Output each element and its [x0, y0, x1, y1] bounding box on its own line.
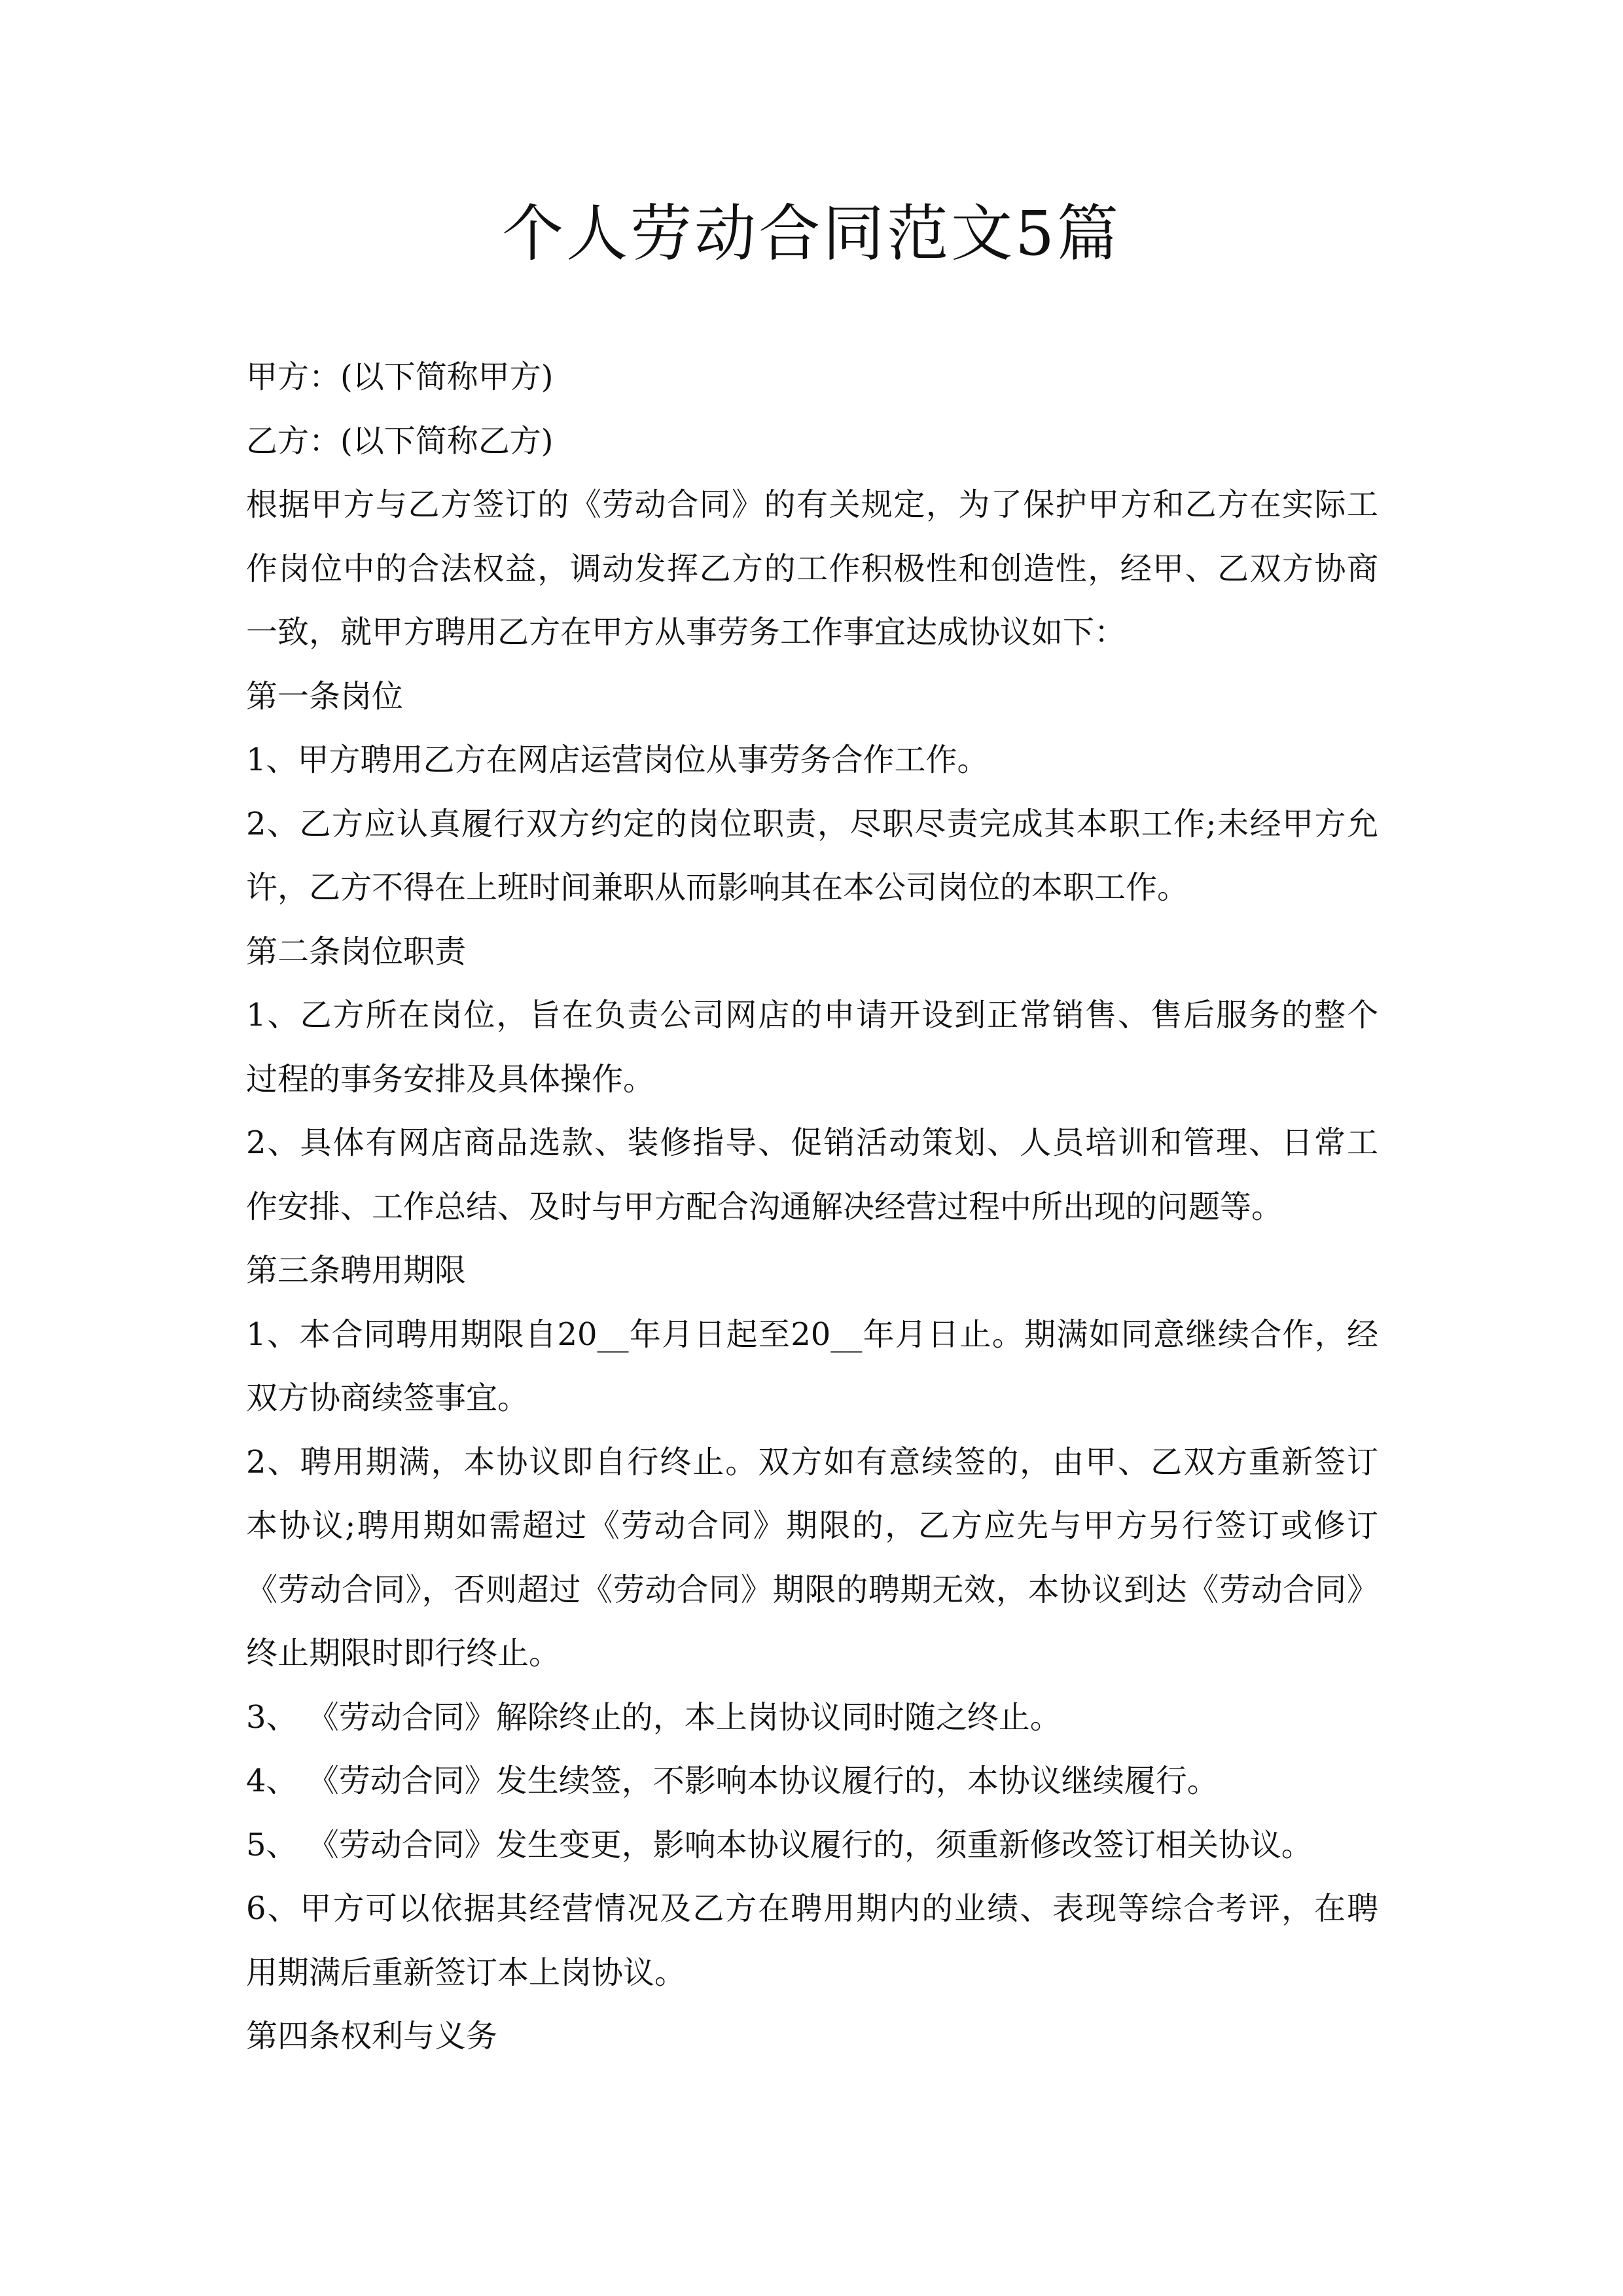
- paragraph-line: 本协议;聘用期如需超过《劳动合同》期限的，乙方应先与甲方另行签订或修订: [246, 1507, 1378, 1544]
- paragraph-line: 1、乙方所在岗位，旨在负责公司网店的申请开设到正常销售、售后服务的整个: [246, 997, 1378, 1033]
- paragraph-line: 终止期限时即行终止。: [246, 1635, 561, 1672]
- section-heading: 第二条岗位职责: [246, 933, 467, 970]
- paragraph-line: 4、 《劳动合同》发生续签，不影响本协议履行的，本协议继续履行。: [246, 1763, 1219, 1799]
- paragraph-line: 3、 《劳动合同》解除终止的，本上岗协议同时随之终止。: [246, 1698, 1061, 1736]
- paragraph-line: 6、甲方可以依据其经营情况及乙方在聘用期内的业绩、表现等综合考评，在聘: [246, 1890, 1378, 1927]
- paragraph-line: 用期满后重新签订本上岗协议。: [246, 1954, 687, 1991]
- paragraph-line: 作安排、工作总结、及时与甲方配合沟通解决经营过程中所出现的问题等。: [246, 1188, 1283, 1225]
- document-body: [246, 346, 1378, 2069]
- paragraph-line: 5、 《劳动合同》发生变更，影响本协议履行的，须重新修改签订相关协议。: [246, 1826, 1313, 1863]
- section-heading: 第一条岗位: [246, 677, 404, 715]
- paragraph-line: 《劳动合同》，否则超过《劳动合同》期限的聘期无效，本协议到达《劳动合同》: [246, 1571, 1378, 1608]
- paragraph-line: 许，乙方不得在上班时间兼职从而影响其在本公司岗位的本职工作。: [246, 869, 1189, 906]
- party-b-line: 乙方：(以下简称乙方): [246, 422, 554, 459]
- paragraph-line: 1、甲方聘用乙方在网店运营岗位从事劳务合作工作。: [246, 742, 989, 778]
- paragraph-line: 2、聘用期满，本协议即自行终止。双方如有意续签的，由甲、乙双方重新签订: [246, 1443, 1378, 1480]
- paragraph-line: 一致，就甲方聘用乙方在甲方从事劳务工作事宜达成协议如下：: [246, 614, 1126, 651]
- party-a-line: 甲方：(以下简称甲方): [246, 359, 554, 395]
- paragraph-line: 根据甲方与乙方签订的《劳动合同》的有关规定，为了保护甲方和乙方在实际工: [246, 486, 1378, 523]
- paragraph-line: 1、本合同聘用期限自20__年月日起至20__年月日止。期满如同意继续合作，经: [246, 1316, 1378, 1353]
- document-title: 个人劳动合同范文5篇: [502, 198, 1121, 270]
- paragraph-line: 2、乙方应认真履行双方约定的岗位职责，尽职尽责完成其本职工作;未经甲方允: [246, 805, 1378, 842]
- paragraph-line: 作岗位中的合法权益，调动发挥乙方的工作积极性和创造性，经甲、乙双方协商: [246, 550, 1378, 587]
- paragraph-line: 2、具体有网店商品选款、装修指导、促销活动策划、人员培训和管理、日常工: [246, 1124, 1378, 1161]
- paragraph-line: 过程的事务安排及具体操作。: [246, 1060, 655, 1098]
- paragraph-line: 双方协商续签事宜。: [246, 1380, 529, 1416]
- section-heading: 第四条权利与义务: [246, 2018, 498, 2054]
- section-heading: 第三条聘用期限: [246, 1252, 467, 1289]
